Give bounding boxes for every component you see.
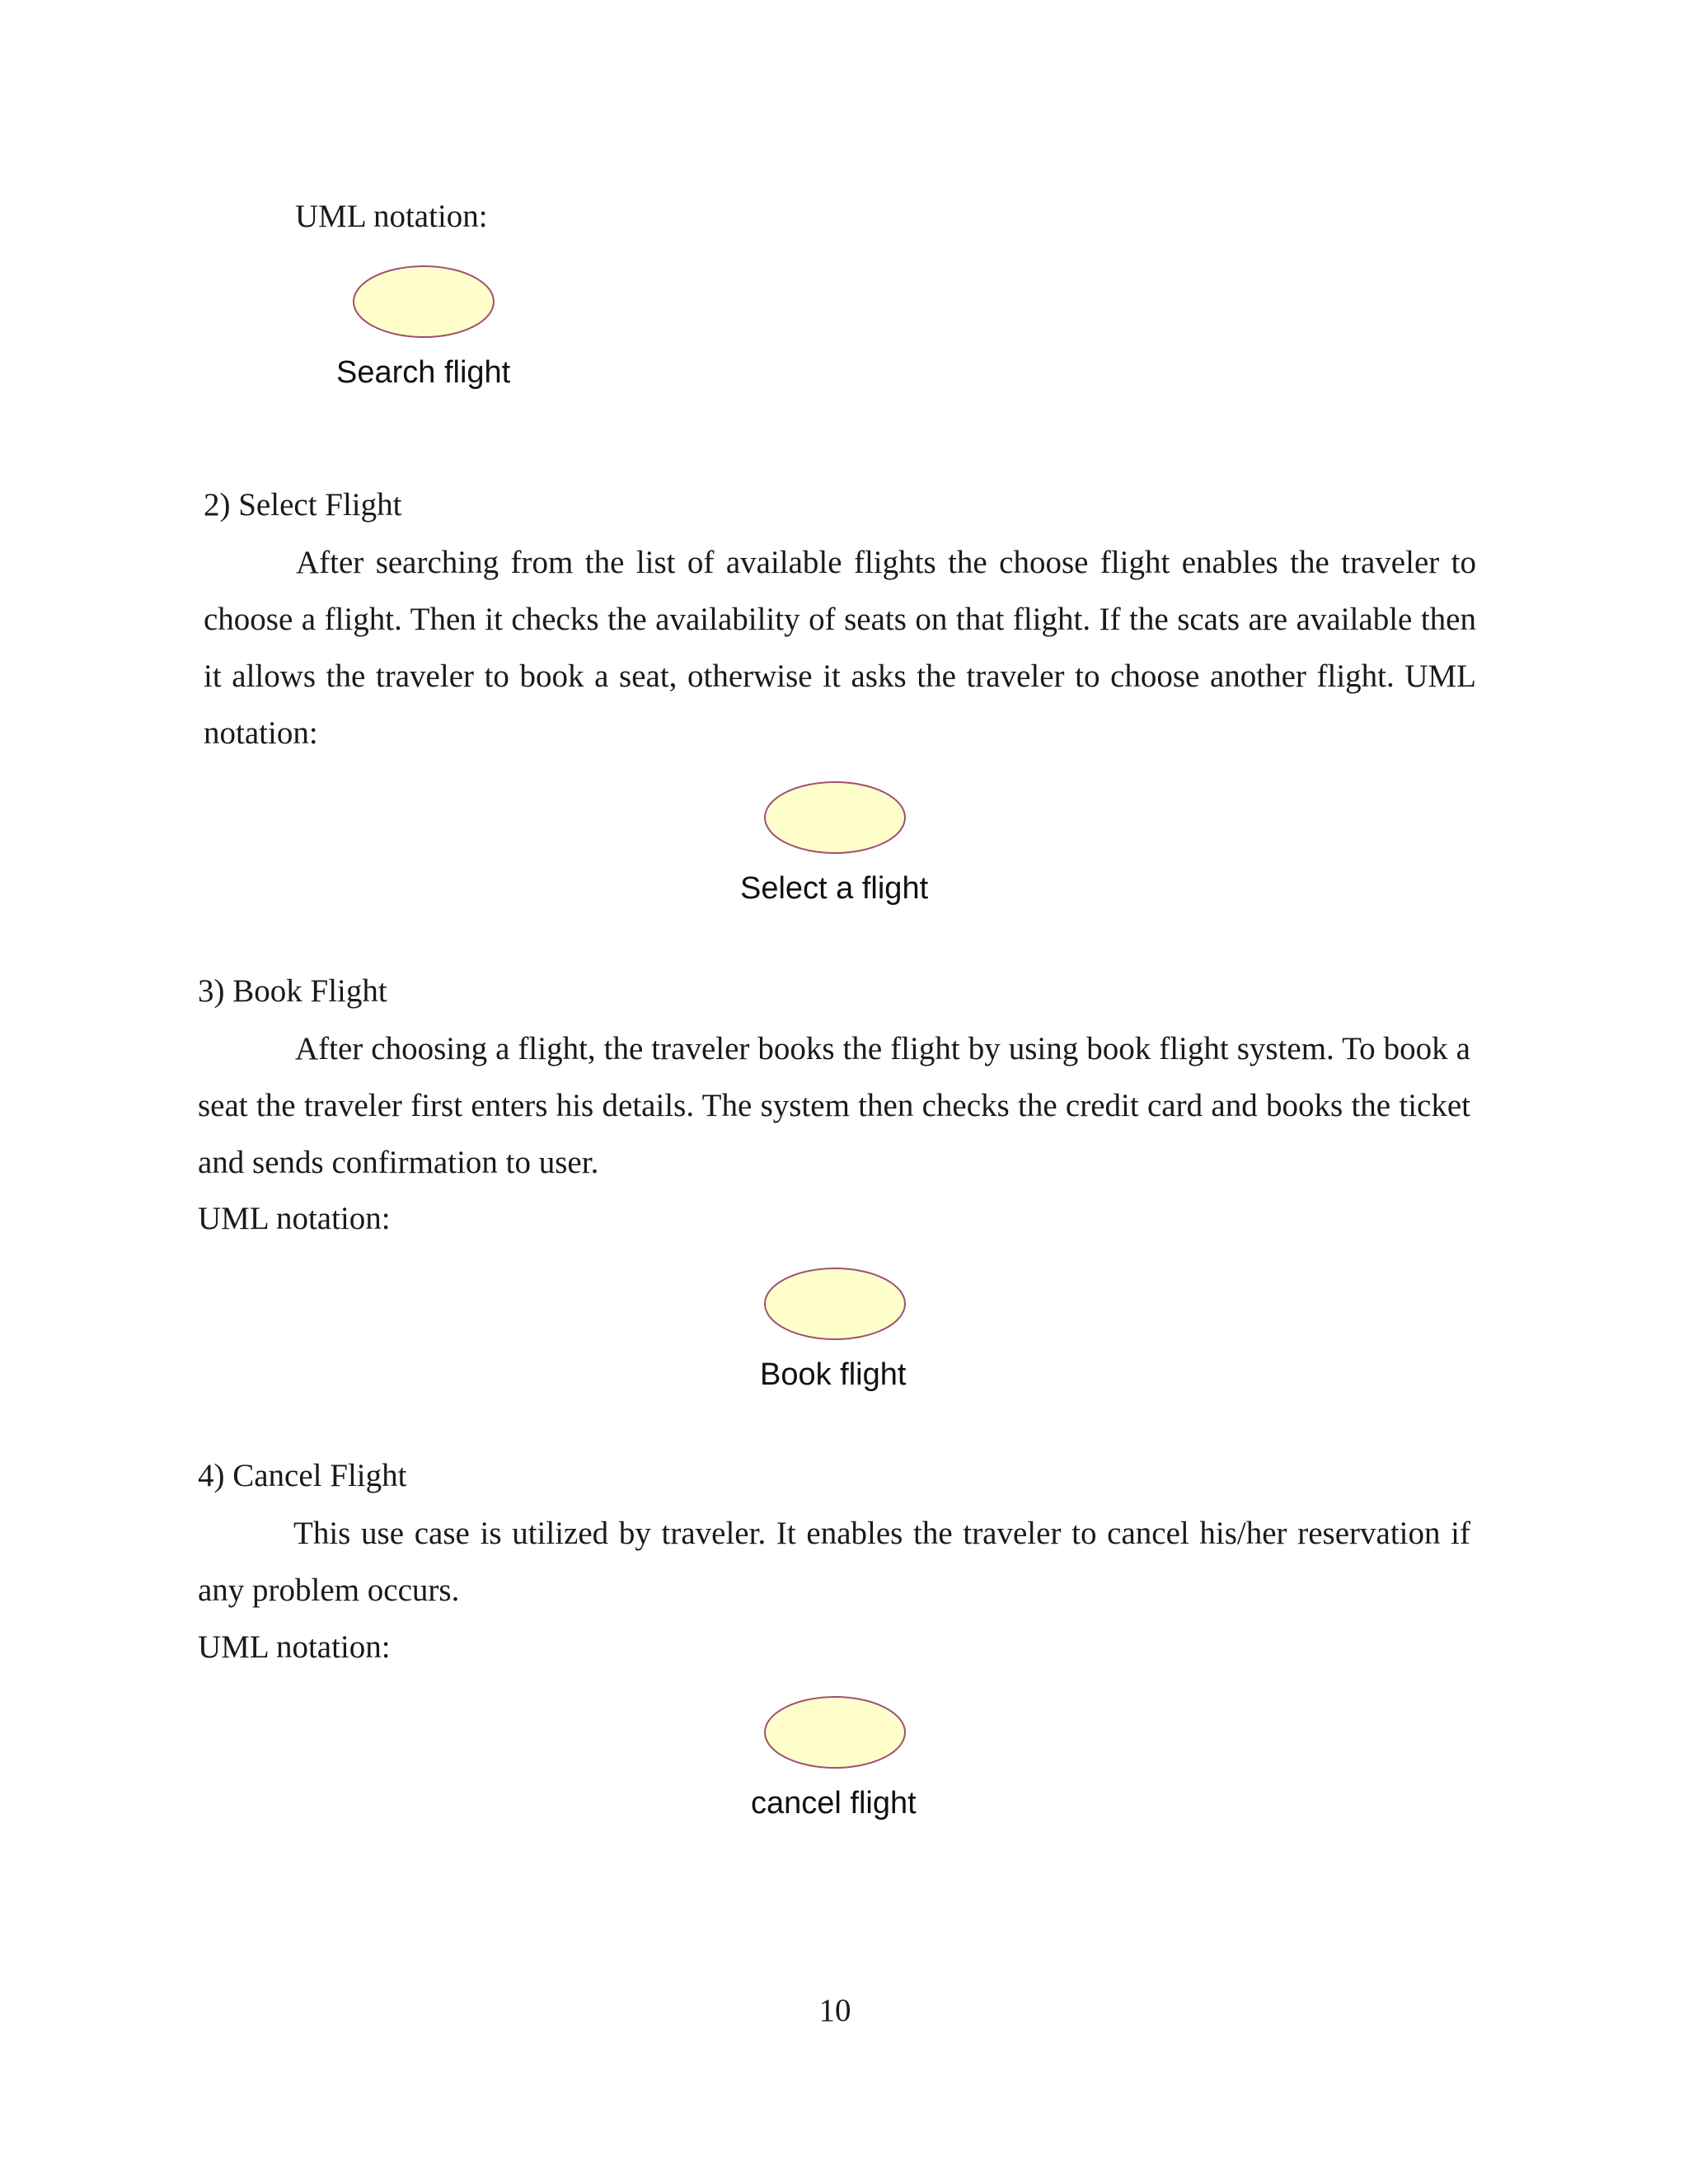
cancel-flight-usecase-label: cancel flight [751, 1786, 917, 1821]
search-flight-usecase-ellipse [353, 265, 495, 338]
search-flight-usecase-label: Search flight [336, 355, 511, 390]
book-flight-usecase-label: Book flight [760, 1357, 907, 1392]
book-flight-heading: 3) Book Flight [198, 973, 387, 1009]
cancel-flight-usecase-ellipse [764, 1696, 906, 1769]
cancel-flight-uml-notation-label: UML notation: [198, 1629, 391, 1665]
book-flight-usecase-ellipse [764, 1268, 906, 1340]
select-flight-usecase-label: Select a flight [740, 871, 929, 906]
cancel-flight-heading: 4) Cancel Flight [198, 1458, 407, 1493]
book-flight-uml-notation-label: UML notation: [198, 1201, 391, 1236]
uml-notation-label: UML notation: [295, 199, 488, 234]
book-flight-paragraph: After choosing a flight, the traveler books the flight by using book flight system. To book a seat the traveler first enters his details. The system then checks the credit card and books the ticket and sends confirmation to user. [198, 1031, 1470, 1180]
page-number: 10 [818, 1993, 851, 2028]
select-flight-paragraph: After searching from the list of available flights the choose flight enables the traveler to choose a flight. Then it checks the availability of seats on that flight. If the scats are available then it allows the traveler to book a seat, otherwise it asks the traveler to choose another flight. UML notation: [204, 545, 1476, 751]
select-flight-heading: 2) Select Flight [204, 487, 402, 523]
cancel-flight-paragraph: This use case is utilized by traveler. It enables the traveler to cancel his/her reservation if any problem occurs. [198, 1516, 1470, 1608]
select-flight-usecase-ellipse [764, 781, 906, 854]
